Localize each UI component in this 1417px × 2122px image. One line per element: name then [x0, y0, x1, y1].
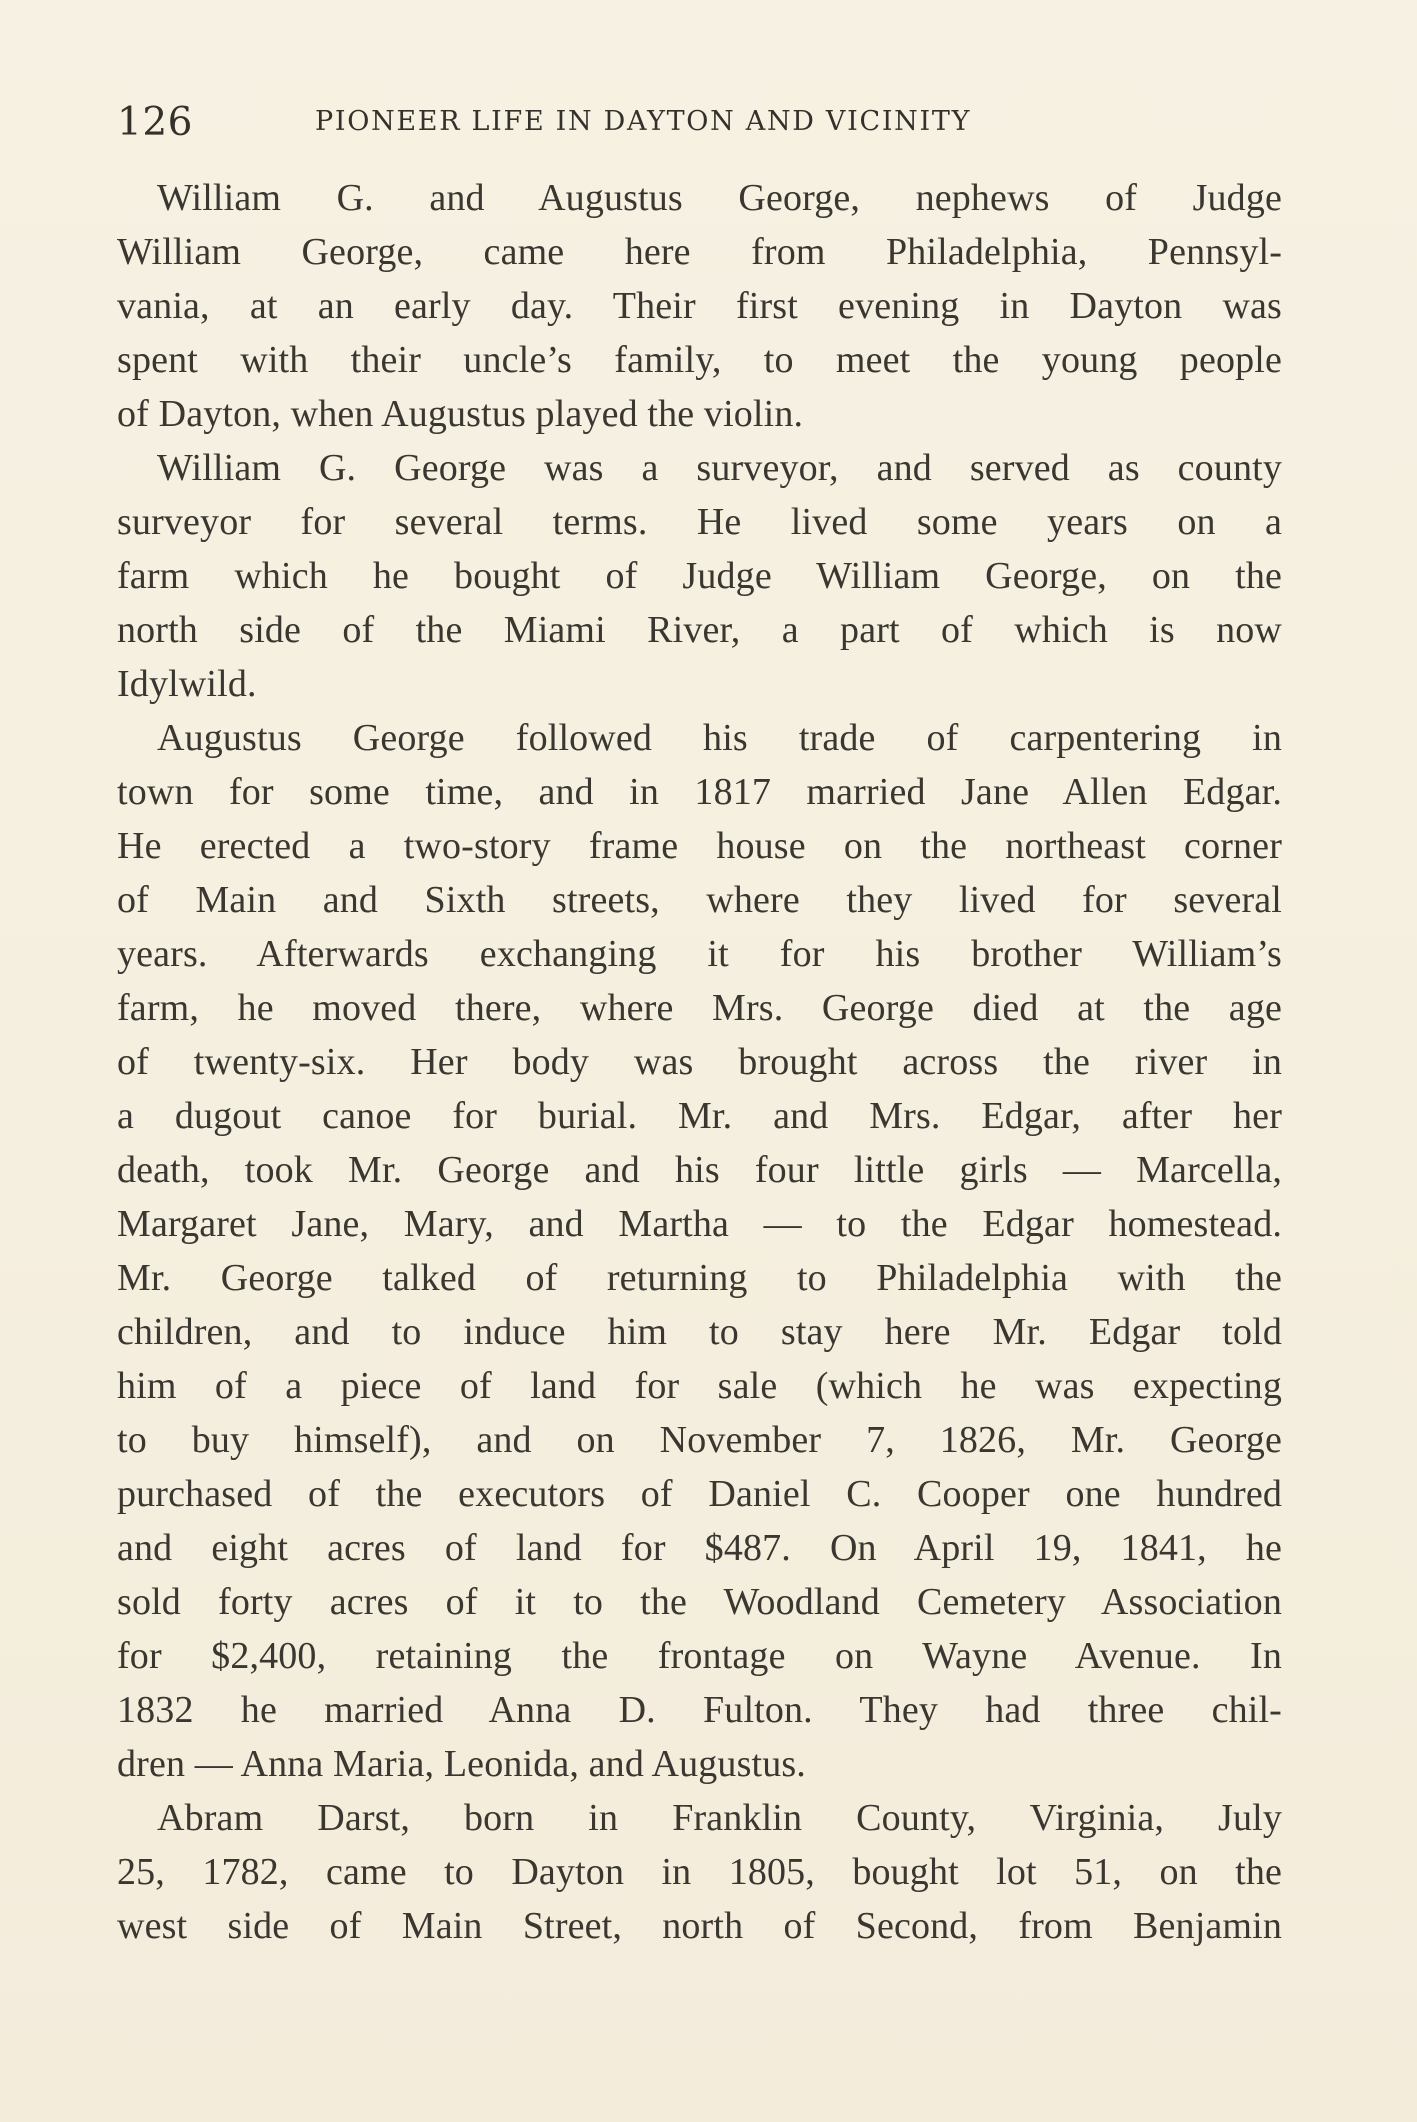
text-line: to buy himself), and on November 7, 1826, Mr. George [117, 1419, 1282, 1461]
text-line: William George, came here from Philadelphia, Pennsyl- [117, 231, 1282, 273]
text-line: He erected a two-story frame house on the northeast corner [117, 825, 1282, 867]
paragraph-abram-darst [117, 1791, 1282, 1953]
text-line: 25, 1782, came to Dayton in 1805, bought lot 51, on the [117, 1851, 1282, 1893]
text-line: William G. George was a surveyor, and served as county [157, 447, 1282, 489]
text-line: 1832 he married Anna D. Fulton. They had three chil- [117, 1689, 1282, 1731]
text-line: death, took Mr. George and his four little girls — Marcella, [117, 1149, 1282, 1191]
paragraph-george-nephews [117, 171, 1282, 441]
text-line: surveyor for several terms. He lived some years on a [117, 501, 1282, 543]
page-header [117, 100, 1133, 150]
text-line: and eight acres of land for $487. On April 19, 1841, he [117, 1527, 1282, 1569]
text-line: him of a piece of land for sale (which he was expecting [117, 1365, 1282, 1407]
text-line: dren — Anna Maria, Leonida, and Augustus. [117, 1743, 806, 1785]
text-line: of Main and Sixth streets, where they lived for several [117, 879, 1282, 921]
running-title: PIONEER LIFE IN DAYTON AND VICINITY [315, 106, 972, 137]
paragraph-william-g-george [117, 441, 1282, 711]
text-line: farm which he bought of Judge William George, on the [117, 555, 1282, 597]
text-line: north side of the Miami River, a part of which is now [117, 609, 1282, 651]
text-line: farm, he moved there, where Mrs. George died at the age [117, 987, 1282, 1029]
text-line: Augustus George followed his trade of carpentering in [157, 717, 1282, 759]
text-line: a dugout canoe for burial. Mr. and Mrs. Edgar, after her [117, 1095, 1282, 1137]
paragraph-augustus-george [117, 711, 1282, 1791]
text-line: town for some time, and in 1817 married Jane Allen Edgar. [117, 771, 1282, 813]
text-line: Margaret Jane, Mary, and Martha — to the Edgar homestead. [117, 1203, 1282, 1245]
text-line: children, and to induce him to stay here Mr. Edgar told [117, 1311, 1282, 1353]
text-line: vania, at an early day. Their first evening in Dayton was [117, 285, 1282, 327]
text-line: Abram Darst, born in Franklin County, Virginia, July [157, 1797, 1282, 1839]
text-line: purchased of the executors of Daniel C. Cooper one hundred [117, 1473, 1282, 1515]
text-line: of twenty-six. Her body was brought across the river in [117, 1041, 1282, 1083]
text-line: west side of Main Street, north of Second, from Benjamin [117, 1905, 1282, 1947]
text-line: Mr. George talked of returning to Philadelphia with the [117, 1257, 1282, 1299]
page-number: 126 [117, 100, 193, 145]
text-line: William G. and Augustus George, nephews of Judge [157, 177, 1282, 219]
body-text [117, 171, 1282, 1953]
text-line: years. Afterwards exchanging it for his brother William’s [117, 933, 1282, 975]
text-line: sold forty acres of it to the Woodland Cemetery Association [117, 1581, 1282, 1623]
text-line: Idylwild. [117, 663, 257, 705]
text-line: of Dayton, when Augustus played the violin. [117, 393, 804, 435]
text-line: spent with their uncle’s family, to meet the young people [117, 339, 1282, 381]
text-line: for $2,400, retaining the frontage on Wayne Avenue. In [117, 1635, 1282, 1677]
